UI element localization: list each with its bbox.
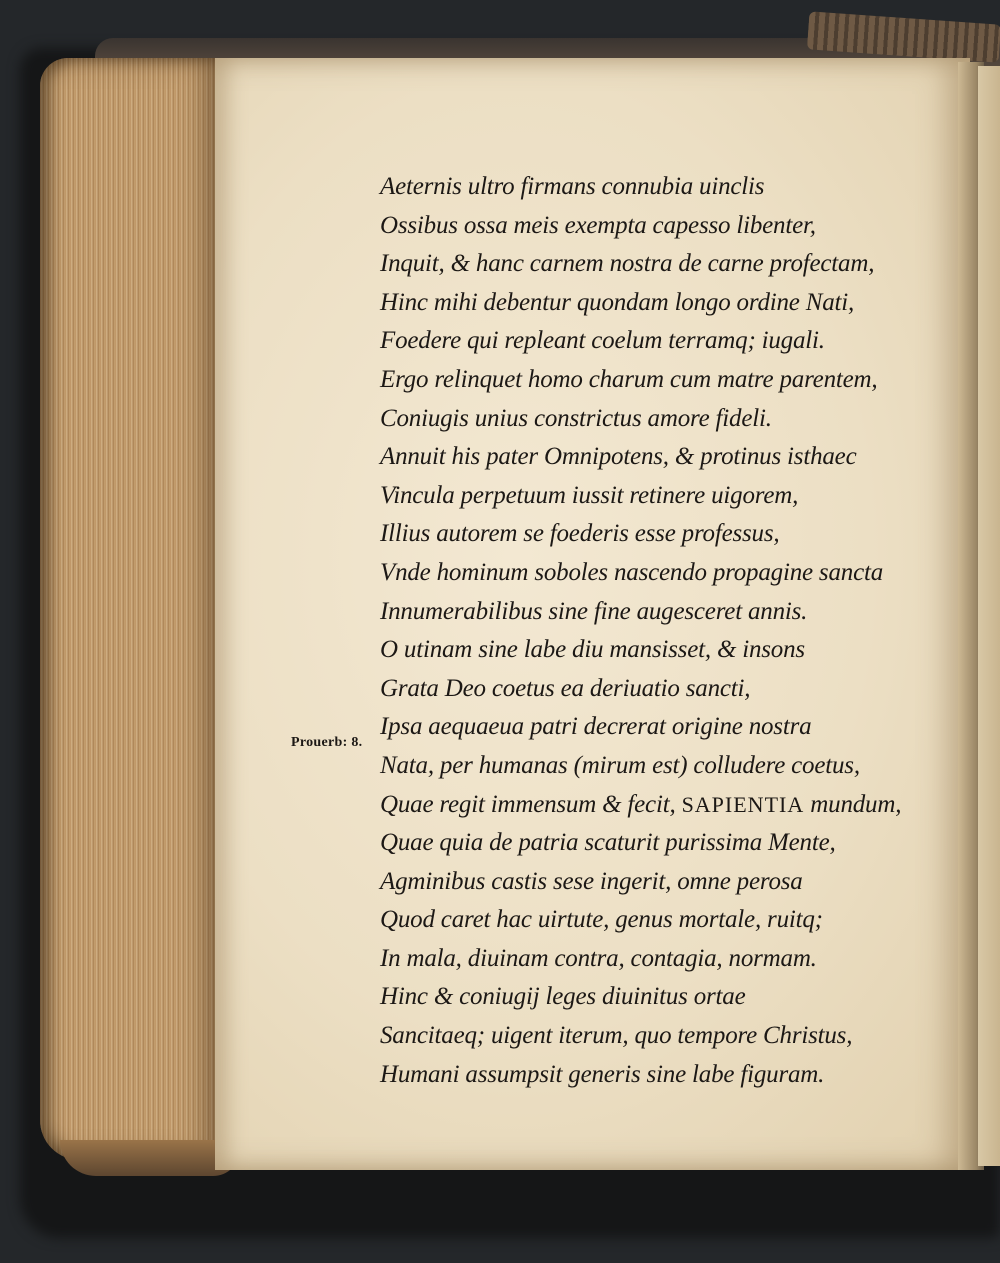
poem-line: Agminibus castis sese ingerit, omne perosa (380, 867, 803, 895)
poem-line: Foedere qui repleant coelum terramq; iugali. (380, 327, 825, 355)
poem-line: O utinam sine labe diu mansisset, & insons (380, 636, 805, 664)
poem-line: Ergo relinquet homo charum cum matre parentem, (380, 365, 878, 393)
poem-line: Hinc mihi debentur quondam longo ordine Nati, (380, 288, 855, 316)
poem-line: Annuit his pater Omnipotens, & protinus isthaec (380, 443, 857, 471)
poem-line: Quod caret hac uirtute, genus mortale, ruitq; (380, 906, 823, 934)
poem-line: Nata, per humanas (mirum est) colludere coetus, (380, 751, 860, 779)
poem-line: Aeternis ultro firmans connubia uinclis (380, 173, 765, 200)
cover-bottom-edge (60, 1140, 240, 1176)
poem-line: Vnde hominum soboles nascendo propagine sancta (380, 558, 884, 586)
poem-line: Humani assumpsit generis sine labe figuram. (380, 1060, 825, 1088)
capitalized-word: SAPIENTIA (681, 791, 805, 817)
poem-line: Quae regit immensum & fecit, SAPIENTIA mundum, (380, 790, 902, 818)
page-fore-edge (40, 58, 225, 1160)
poem-line: Ipsa aequaeua patri decrerat origine nostra (380, 713, 812, 741)
poem-text-block (380, 168, 940, 1094)
poem-line: Sancitaeq; uigent iterum, quo tempore Christus, (380, 1022, 853, 1050)
poem-line: Coniugis unius constrictus amore fideli. (380, 404, 772, 432)
facing-page-edge (978, 66, 1000, 1166)
poem-line: In mala, diuinam contra, contagia, normam. (380, 944, 817, 972)
poem-line: Grata Deo coetus ea deriuatio sancti, (380, 674, 751, 702)
poem-line: Ossibus ossa meis exempta capesso libenter, (380, 211, 816, 239)
poem-line: Quae quia de patria scaturit purissima Mente, (380, 829, 836, 857)
poem-line: Vincula perpetuum iussit retinere uigorem, (380, 481, 799, 509)
poem-line: Hinc & coniugij leges diuinitus ortae (380, 983, 746, 1011)
poem-line: Inquit, & hanc carnem nostra de carne profectam, (380, 250, 875, 278)
poem-line: Innumerabilibus sine fine augesceret annis. (380, 597, 808, 625)
poem-line: Illius autorem se foederis esse professus, (380, 520, 780, 548)
marginal-note: Prouerb: 8. (291, 735, 363, 750)
